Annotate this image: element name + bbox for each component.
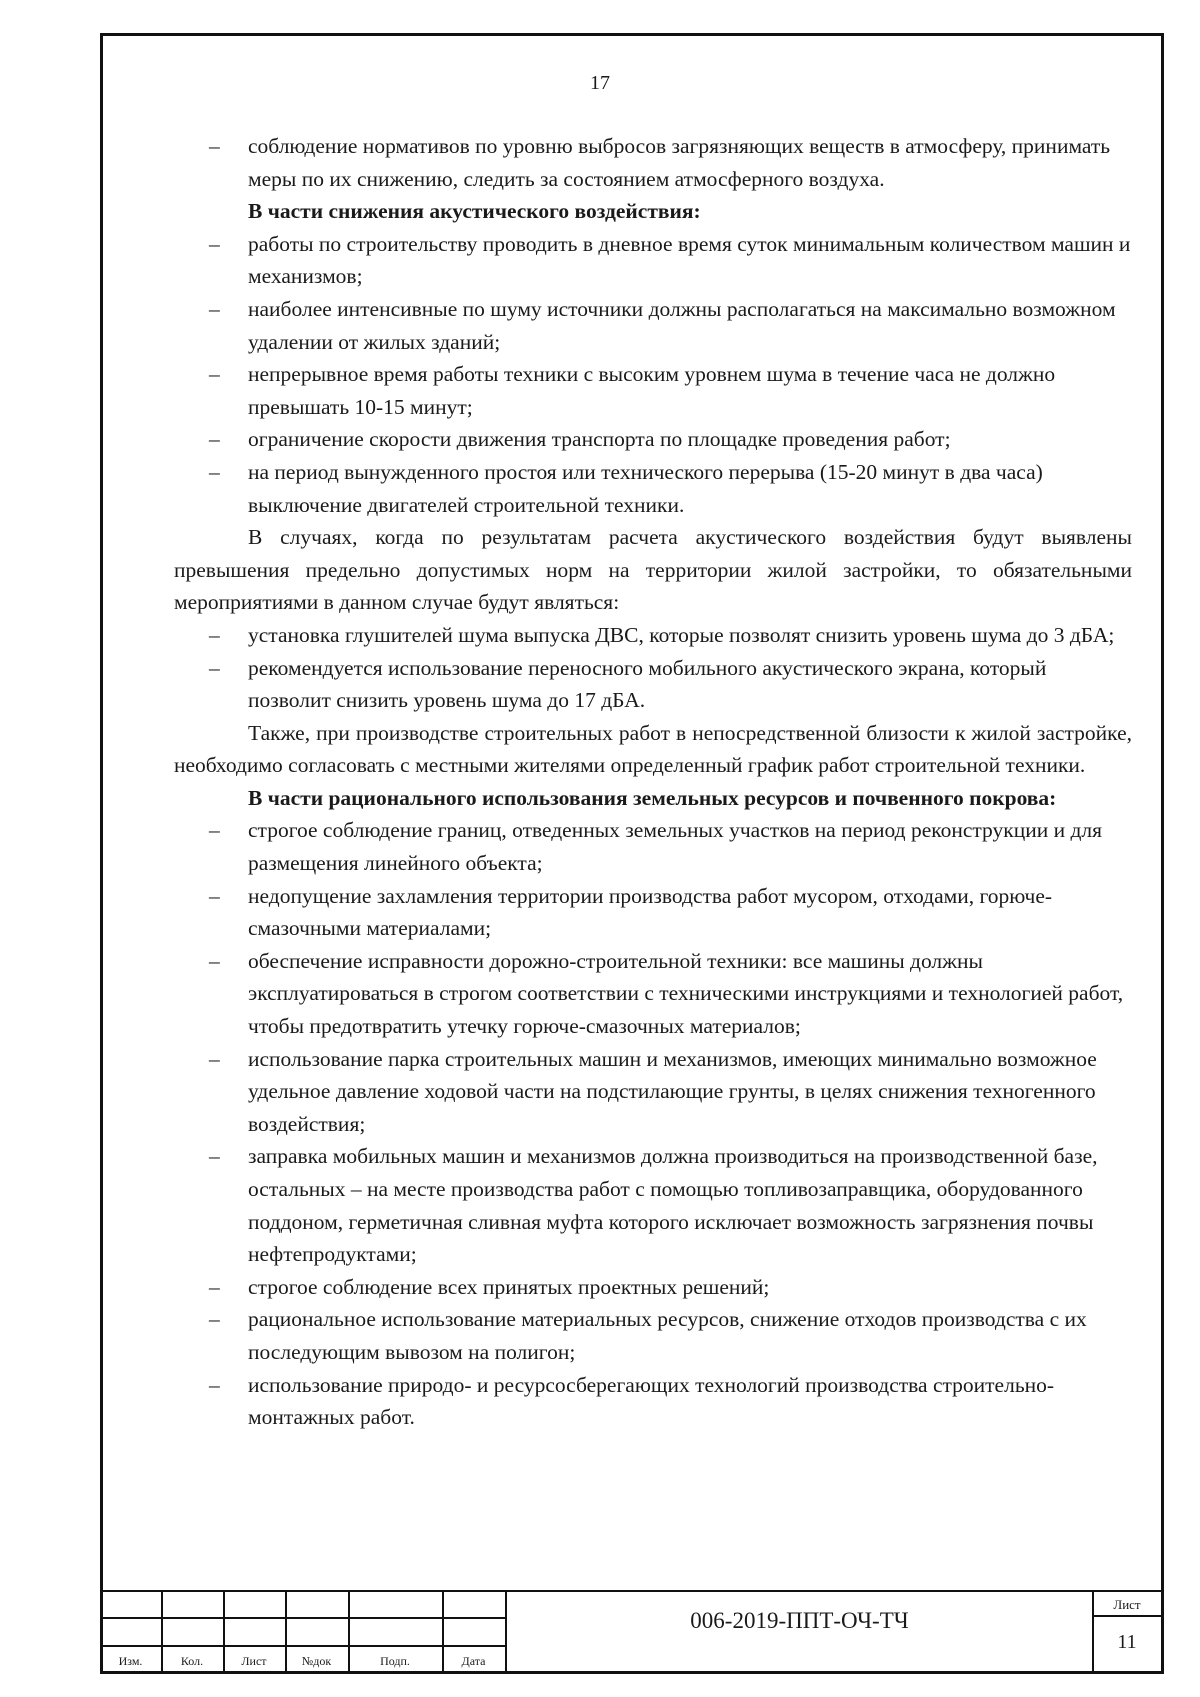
list-item: – использование парка строительных машин и механизмов, имеющих минимально возможное удельное давление ходовой части на подстилающие грунты, в целях снижения техногенного воздействия; — [174, 1043, 1132, 1141]
list-item: – строгое соблюдение всех принятых проектных решений; — [174, 1271, 1132, 1304]
stamp-label-change: Изм. — [118, 1654, 143, 1668]
dash-bullet: – — [209, 818, 220, 843]
dash-bullet: – — [209, 1144, 220, 1169]
dash-bullet: – — [209, 655, 220, 680]
list-item: – наиболее интенсивные по шуму источники должны располагаться на максимально возможном удалении от жилых зданий; — [174, 293, 1132, 358]
stamp-label-date: Дата — [461, 1654, 486, 1668]
list-item: – рекомендуется использование переносного мобильного акустического экрана, который позволит снизить уровень шума до 17 дБА. — [174, 652, 1132, 717]
stamp-label-sheet: Лист — [241, 1654, 267, 1668]
stamp-label-signature: Подп. — [380, 1654, 410, 1668]
dash-bullet: – — [209, 362, 220, 387]
paragraph: Также, при производстве строительных работ в непосредственной близости к жилой застройке, необходимо согласовать с местными жителями определенный график работ строительной техники. — [174, 720, 1132, 778]
title-block-line — [1092, 1615, 1164, 1617]
sheet-label: Лист — [1113, 1597, 1141, 1612]
list-item: – обеспечение исправности дорожно-строительной техники: все машины должны эксплуатироваться в строгом соответствии с техническими инструкциями и технологией работ, чтобы предотвратить утечку горюче-смазочных материалов; — [174, 945, 1132, 1043]
stamp-label-docnum: №док — [301, 1654, 332, 1668]
list-item: – соблюдение нормативов по уровню выбросов загрязняющих веществ в атмосферу, принимать меры по их снижению, следить за состоянием атмосферного воздуха. — [174, 130, 1132, 195]
list-item: – использование природо- и ресурсосберегающих технологий производства строительно-монтажных работ. — [174, 1369, 1132, 1434]
dash-bullet: – — [209, 231, 220, 256]
list-item: – на период вынужденного простоя или технического перерыва (15-20 минут в два часа) выключение двигателей строительной техники. — [174, 456, 1132, 521]
list-item: – ограничение скорости движения транспорта по площадке проведения работ; — [174, 423, 1132, 456]
dash-bullet: – — [209, 1274, 220, 1299]
document-code: 006-2019-ППТ-ОЧ-ТЧ — [690, 1608, 909, 1633]
dash-bullet: – — [209, 459, 220, 484]
paragraph: В случаях, когда по результатам расчета акустического воздействия будут выявлены превышения предельно допустимых норм на территории жилой застройки, то обязательными мероприятиями в данном случае будут являться: — [174, 525, 1132, 615]
sheet-number: 11 — [1117, 1631, 1137, 1653]
page-number: 17 — [590, 72, 610, 94]
dash-bullet: – — [209, 1307, 220, 1332]
dash-bullet: – — [209, 622, 220, 647]
list-item: – недопущение захламления территории производства работ мусором, отходами, горюче-смазочными материалами; — [174, 880, 1132, 945]
dash-bullet: – — [209, 1046, 220, 1071]
section-heading: В части рационального использования земельных ресурсов и почвенного покрова: — [248, 785, 1057, 810]
dash-bullet: – — [209, 134, 220, 158]
section-heading: В части снижения акустического воздействия: — [248, 199, 701, 224]
list-item: – заправка мобильных машин и механизмов должна производиться на производственной базе, остальных – на месте производства работ с помощью топливозаправщика, оборудованного поддоном, герметичная сливная муфта которого исключает возможность загрязнения почвы нефтепродуктами; — [174, 1140, 1132, 1270]
list-item: – работы по строительству проводить в дневное время суток минимальным количеством машин и механизмов; — [174, 228, 1132, 293]
title-block-line — [100, 1590, 1164, 1592]
dash-bullet: – — [209, 948, 220, 973]
list-item: – непрерывное время работы техники с высоким уровнем шума в течение часа не должно превышать 10-15 минут; — [174, 358, 1132, 423]
list-item: – установка глушителей шума выпуска ДВС, которые позволят снизить уровень шума до 3 дБА; — [174, 619, 1132, 652]
list-item: – строгое соблюдение границ, отведенных земельных участков на период реконструкции и для размещения линейного объекта; — [174, 814, 1132, 879]
document-body — [174, 130, 1132, 1434]
dash-bullet: – — [209, 427, 220, 452]
stamp-label-count: Кол. — [180, 1654, 204, 1668]
dash-bullet: – — [209, 1372, 220, 1397]
dash-bullet: – — [209, 883, 220, 908]
title-block — [100, 1590, 1164, 1674]
list-item: – рациональное использование материальных ресурсов, снижение отходов производства с их последующим вывозом на полигон; — [174, 1303, 1132, 1368]
dash-bullet: – — [209, 296, 220, 321]
